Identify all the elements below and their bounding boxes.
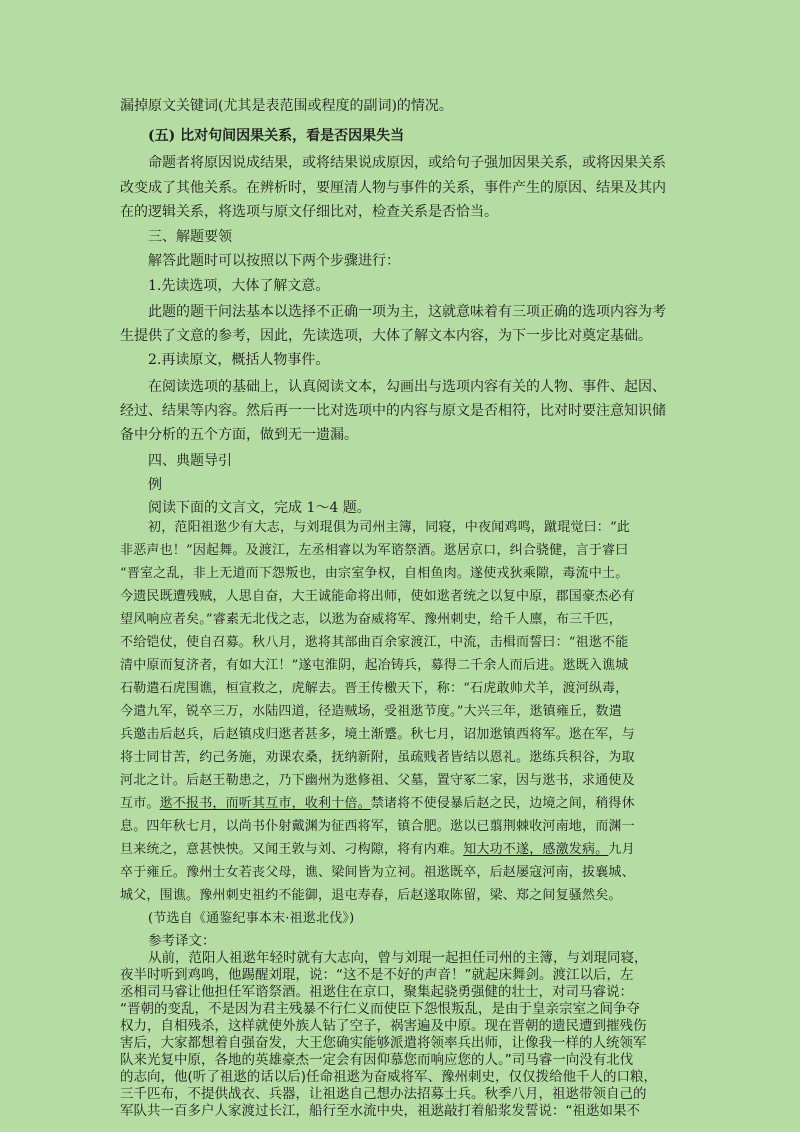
section-heading: 四、典题导引 xyxy=(148,453,232,469)
text-line: 经过、结果等内容。然后再一一比对选项中的内容与原文是否相符，比对时要注意知识储 xyxy=(120,403,666,419)
classical-line: 城父，围谯。豫州刺史祖约不能御，退屯寿春，后赵遂取陈留，梁、郑之间复骚然矣。 xyxy=(120,888,622,903)
classical-line: 初，范阳祖逖少有大志，与刘琨俱为司州主簿，同寝，中夜闻鸡鸣，蹴琨觉曰：“此 xyxy=(148,520,631,535)
translation-line: 军队共一百多户人家渡过长江，船行至水流中央，祖逖敲打着船浆发誓说：“祖逖如果不 xyxy=(120,1103,640,1119)
classical-line: 不给铠仗，使自召募。秋八月，逖将其部曲百余家渡江，中流，击楫而誓曰：“祖逖不能 xyxy=(120,635,629,650)
example-label: 例 xyxy=(148,477,162,493)
classical-line: 望风响应者矣。”睿素无北伐之志，以逖为奋威将军、豫州刺史，给千人廪，布三千匹， xyxy=(120,612,622,627)
source-citation: (节选自《通鉴纪事本末·祖逖北伐》) xyxy=(148,911,355,926)
underlined-sentence: 逖不报书，而听其互市，收利十倍。 xyxy=(159,796,371,811)
text-line: 生提供了文意的参考，因此，先读选项，大体了解文本内容，为下一步比对奠定基础。 xyxy=(120,328,652,344)
text-line: 在阅读选项的基础上，认真阅读文本，勾画出与选项内容有关的人物、事件、起因、 xyxy=(148,379,666,395)
text-line: 2.再读原文，概括人物事件。 xyxy=(148,352,330,368)
translation-label: 参考译文： xyxy=(148,933,216,949)
translation-line: 三千匹布，不提供战衣、兵器，让祖逖自己想办法招募士兵。秋季八月，祖逖带领自己的 xyxy=(120,1086,647,1102)
text-line: 1.先读选项，大体了解文意。 xyxy=(148,278,330,294)
section-heading: (五) 比对句间因果关系，看是否因果失当 xyxy=(148,128,405,144)
classical-line: 非恶声也！”因起舞。及渡江，左丞相睿以为军谘祭酒。逖居京口，纠合骁健，言于睿曰 xyxy=(120,543,629,558)
classical-line xyxy=(120,795,690,813)
translation-line: 权力，自相残杀，这样就使外族人钻了空子，祸害遍及中原。现在晋朝的遗民遭到摧残伤 xyxy=(120,1018,647,1034)
text-line: 改变成了其他关系。在辨析时，要厘清人物与事件的关系，事件产生的原因、结果及其内 xyxy=(120,180,666,196)
classical-line: 息。四年秋七月，以尚书仆射戴渊为征西将军，镇合肥。逖以已翦荆棘收河南地，而渊一 xyxy=(120,819,635,834)
text-line: 漏掉原文关键词(尤其是表范围或程度的副词)的情况。 xyxy=(120,98,453,114)
instruction: 阅读下面的文言文，完成 1～4 题。 xyxy=(148,500,371,516)
translation-line: 害后，大家都想着自强奋发，大王您确实能够派遣将领率兵出师，让像我一样的人统领军 xyxy=(120,1035,647,1051)
text-line: 备中分析的五个方面，做到无一遗漏。 xyxy=(120,427,358,443)
classical-line: 兵邀击后赵兵，后赵镇戍归逖者甚多，境土渐蹙。秋七月，诏加逖镇西将军。逖在军，与 xyxy=(120,727,635,742)
text-line: 此题的题干问法基本以选择不正确一项为主，这就意味着有三项正确的选项内容为考 xyxy=(148,304,666,320)
classical-line: 将士同甘苦，约己务施，劝课农桑，抚纳新附，虽疏贱者皆结以恩礼。逖练兵积谷，为取 xyxy=(120,750,635,765)
classical-line: 卒于雍丘。豫州士女若丧父母，谯、梁间皆为立祠。祖逖既卒，后赵屡寇河南，拔襄城、 xyxy=(120,865,635,880)
translation-line: “晋朝的变乱，不是因为君主残暴不行仁义而使臣下怨恨叛乱，是由于皇亲宗室之间争夺 xyxy=(120,1001,640,1017)
translation-line: 夜半时听到鸡鸣，他踢醒刘琨，说：“这不是不好的声音！”就起床舞剑。渡江以后，左 xyxy=(120,967,634,983)
classical-line: “晋室之乱，非上无道而下怨叛也，由宗室争权，自相鱼肉。遂使戎狄乘隙，毒流中土。 xyxy=(120,566,629,581)
translation-line: 的志向，他(听了祖逖的话以后)任命祖逖为奋威将军、豫州刺史，仅仅拨给他千人的口粮， xyxy=(120,1069,658,1085)
section-heading: 三、解题要领 xyxy=(148,229,232,245)
underlined-sentence: 知大功不遂，感激发病。 xyxy=(463,842,609,857)
classical-line: 今遣九军，锐卒三万，水陆四道，径造贼场，受祖逖节度。”大兴三年，逖镇雍丘，数遣 xyxy=(120,704,622,719)
text-line: 命题者将原因说成结果，或将结果说成原因，或给句子强加因果关系，或将因果关系 xyxy=(148,155,666,171)
classical-segment: 禁诸将不使侵暴后赵之民，边境之间，稍得休 xyxy=(370,796,635,811)
classical-line xyxy=(120,841,690,859)
classical-line: 今遗民既遭残贼，人思自奋，大王诚能命将出师，使如逖者统之以复中原，郡国豪杰必有 xyxy=(120,589,635,604)
translation-line: 丞相司马睿让他担任军谘祭酒。祖逖住在京口，聚集起骁勇强健的壮士，对司马睿说： xyxy=(120,984,633,1000)
text-line: 在的逻辑关系，将选项与原文仔细比对，检查关系是否恰当。 xyxy=(120,204,498,220)
classical-segment: 互市。 xyxy=(120,796,160,811)
classical-segment: 旦来统之，意甚怏怏。又闻王敦与刘、刁构隙，将有内难。 xyxy=(120,842,464,857)
classical-line: 清中原而复济者，有如大江！”遂屯淮阴，起冶铸兵，募得二千余人而后进。逖既入谯城 xyxy=(120,658,629,673)
text-line: 解答此题时可以按照以下两个步骤进行： xyxy=(148,253,400,269)
translation-line: 从前，范阳人祖逖年轻时就有大志向，曾与刘琨一起担任司州的主簿，与刘琨同寝， xyxy=(148,950,648,966)
translation-line: 队来光复中原，各地的英雄豪杰一定会有因仰慕您而响应您的人。”司马睿一向没有北伐 xyxy=(120,1052,634,1068)
classical-line: 石勒遣石虎围谯，桓宣救之，虎解去。晋王传檄天下，称：“石虎敢帅犬羊，渡河纵毒， xyxy=(120,681,629,696)
classical-segment: 九月 xyxy=(608,842,635,857)
classical-line: 河北之计。后赵王勒患之，乃下幽州为逖修祖、父墓，置守冢二家，因与逖书，求通使及 xyxy=(120,773,635,788)
